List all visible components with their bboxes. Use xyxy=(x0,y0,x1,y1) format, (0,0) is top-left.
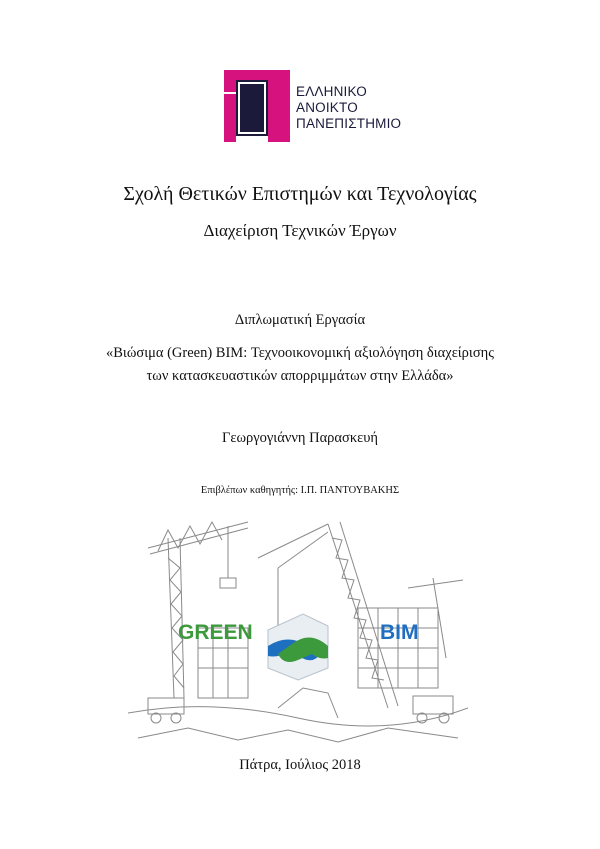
university-logo-text xyxy=(296,84,401,132)
department-name: Διαχείριση Τεχνικών Έργων xyxy=(203,221,397,240)
supervisor: Επιβλέπων καθηγητής: Ι.Π. ΠΑΝΤΟΥΒΑΚΗΣ xyxy=(200,485,400,496)
university-logo xyxy=(224,70,424,142)
school-name: Σχολή Θετικών Επιστημών και Τεχνολογίας xyxy=(123,183,477,205)
green-bim-illustration xyxy=(128,518,468,746)
place-date: Πάτρα, Ιούλιος 2018 xyxy=(239,757,361,773)
handshake-icon xyxy=(268,614,328,680)
logo-line-1: ΕΛΛΗΝΙΚΟ xyxy=(296,84,367,99)
university-logo-mark xyxy=(224,70,294,142)
logo-line-3: ΠΑΝΕΠΙΣΤΗΜΙΟ xyxy=(296,116,402,131)
author-name: Γεωργογιάννη Παρασκευή xyxy=(221,430,378,446)
thesis-label: Διπλωματική Εργασία xyxy=(234,312,366,328)
green-label: GREEN xyxy=(178,621,253,644)
logo-line-2: ΑΝΟΙΚΤΟ xyxy=(296,100,358,115)
thesis-title-line-2: των κατασκευαστικών απορριμμάτων στην Ελλάδα» xyxy=(146,368,454,384)
bim-label: BIM xyxy=(380,621,419,644)
thesis-title-line-1: «Βιώσιμα (Green) BIM: Τεχνοοικονομική αξιολόγηση διαχείρισης xyxy=(106,345,494,361)
